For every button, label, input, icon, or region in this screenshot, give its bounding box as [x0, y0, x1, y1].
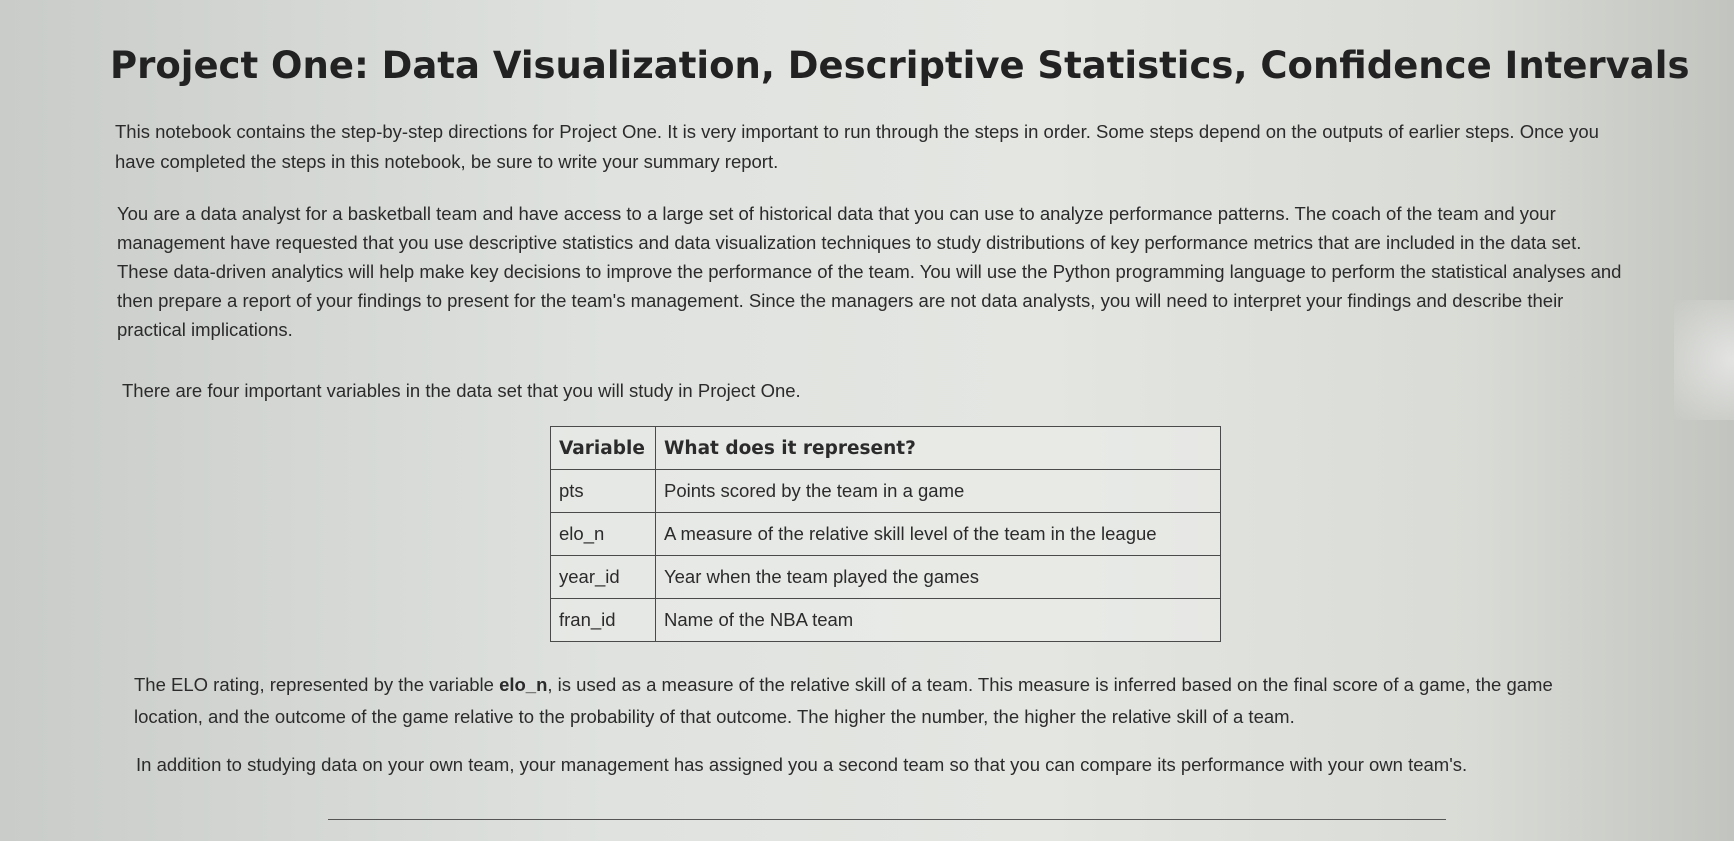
- table-header-description: What does it represent?: [656, 427, 1221, 470]
- table-row: [551, 556, 1221, 599]
- table-cell-description: Name of the NBA team: [656, 599, 1221, 642]
- variables-table: [550, 426, 1221, 642]
- next-cell-border: [328, 819, 1446, 820]
- table-row: [551, 470, 1221, 513]
- second-team-paragraph: In addition to studying data on your own team, your management has assigned you a second team so that you can compare its performance with your own team's.: [136, 754, 1468, 775]
- table-header-variable: Variable: [551, 427, 656, 470]
- scenario-paragraph: You are a data analyst for a basketball team and have access to a large set of historical data that you can use to analyze performance patterns. The coach of the team and your management have requested that you use descriptive statistics and data visualization techniques to study distributions of key performance metrics that are included in the data set. These data-driven analytics will help make key decisions to improve the performance of the team. You will use the Python programming language to perform the statistical analyses and then prepare a report of your findings to present for the team's management. Since the managers are not data analysts, you will need to interpret your findings and describe their practical implications.: [117, 203, 1622, 340]
- table-cell-description: A measure of the relative skill level of the team in the league: [656, 513, 1221, 556]
- table-cell-variable: elo_n: [551, 513, 656, 556]
- elo-variable-name: elo_n: [499, 674, 548, 695]
- table-row: [551, 599, 1221, 642]
- page-title: Project One: Data Visualization, Descriptive Statistics, Confidence Intervals: [110, 44, 1690, 87]
- table-header-row: [551, 427, 1221, 470]
- table-cell-description: Points scored by the team in a game: [656, 470, 1221, 513]
- elo-paragraph: [134, 669, 1624, 733]
- table-cell-variable: year_id: [551, 556, 656, 599]
- table-cell-description: Year when the team played the games: [656, 556, 1221, 599]
- intro-paragraph: This notebook contains the step-by-step directions for Project One. It is very important to run through the steps in order. Some steps depend on the outputs of earlier steps. Once you have completed the steps in this notebook, be sure to write your summary report.: [115, 121, 1599, 172]
- table-row: [551, 513, 1221, 556]
- table-cell-variable: fran_id: [551, 599, 656, 642]
- elo-text-after: , is used as a measure of the relative skill of a team. This measure is inferred based on the final score of a game, the game location, and the outcome of the game relative to the probability of that outcome. The higher the number, the higher the relative skill of a team.: [134, 674, 1553, 727]
- variables-intro-paragraph: There are four important variables in the data set that you will study in Project One.: [122, 380, 801, 401]
- table-cell-variable: pts: [551, 470, 656, 513]
- elo-text-before: The ELO rating, represented by the variable: [134, 674, 500, 695]
- screen-glare: [1674, 300, 1734, 420]
